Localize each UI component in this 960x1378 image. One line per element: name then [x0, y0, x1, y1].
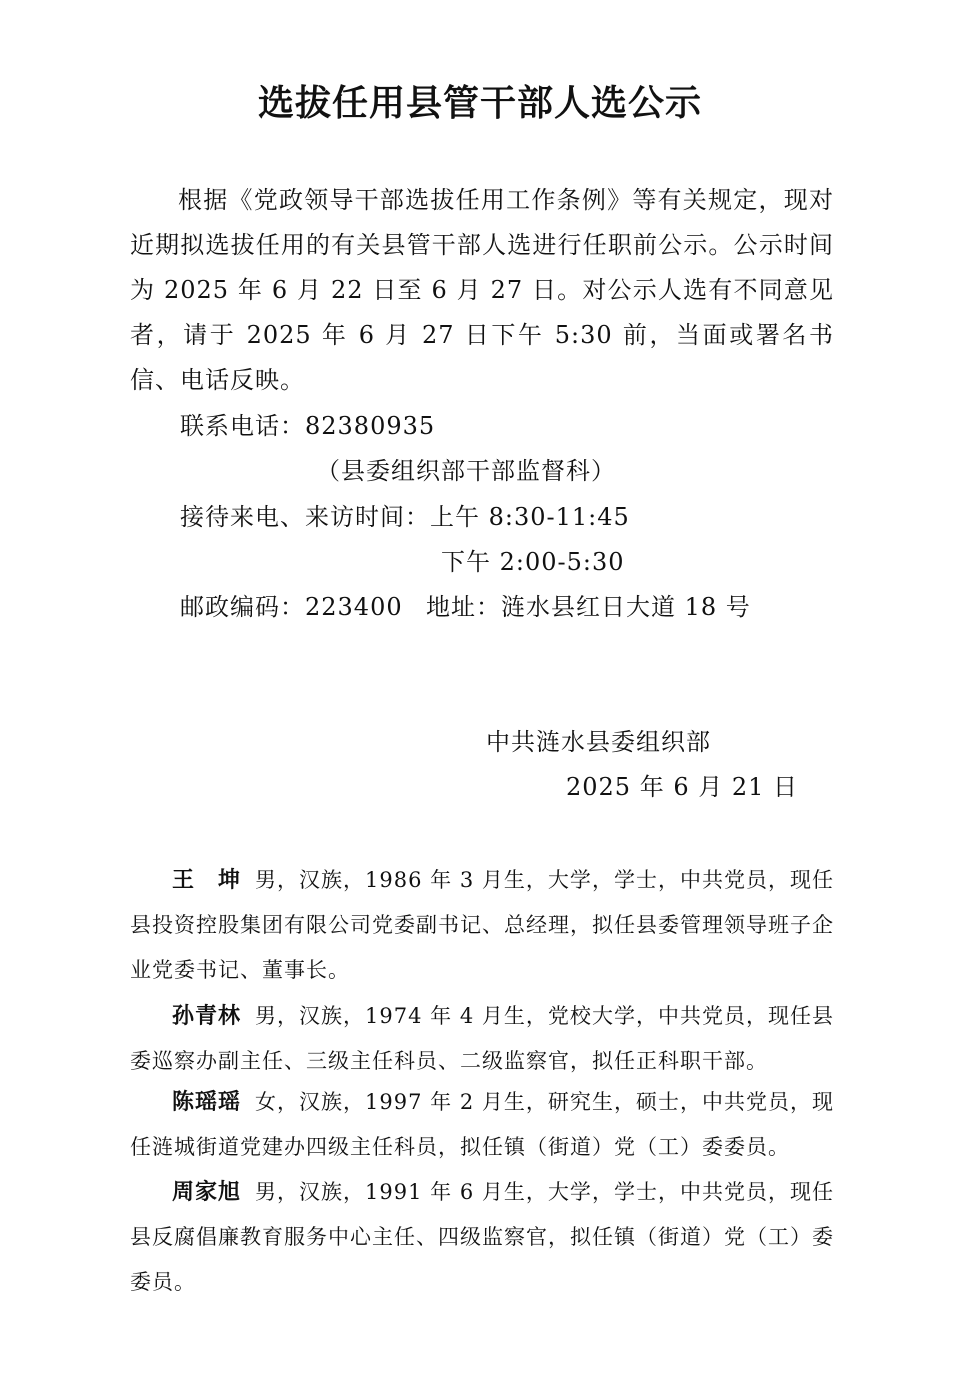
hours-pm: 下午 2:00-5:30: [441, 548, 625, 576]
department-line: （县委组织部干部监督科）: [316, 457, 616, 485]
address-line: [426, 585, 751, 630]
hours-line: [180, 495, 630, 540]
postcode-line: [180, 585, 403, 630]
candidate-bio: 男，汉族，1991 年 6 月生，大学，学士，中共党员，现任县反腐倡廉教育服务中心主任、四级监察官，拟任镇（街道）党（工）委委员。: [130, 1180, 834, 1294]
candidate-entry: [130, 858, 834, 993]
phone-number: 82380935: [305, 412, 436, 440]
candidate-bio: 女，汉族，1997 年 2 月生，研究生，硕士，中共党员，现任涟城街道党建办四级主任科员，拟任镇（街道）党（工）委委员。: [130, 1090, 834, 1159]
candidate-entry: [130, 1170, 834, 1305]
candidate-bio: 男，汉族，1974 年 4 月生，党校大学，中共党员，现任县委巡察办副主任、三级主任科员、二级监察官，拟任正科职干部。: [130, 1004, 834, 1073]
candidate-name: 陈瑶瑶: [172, 1090, 242, 1115]
hours-am: 上午 8:30-11:45: [430, 503, 630, 531]
phone-line: [180, 404, 435, 449]
candidate-name: 孙青林: [172, 1004, 242, 1029]
candidate-name: 王 坤: [172, 868, 242, 893]
candidate-entry: [130, 1080, 834, 1170]
intro-paragraph: 根据《党政领导干部选拔任用工作条例》等有关规定，现对近期拟选拔任用的有关县管干部人选进行任职前公示。公示时间为 2025 年 6 月 22 日至 6 月 27 日。对公示人选有不同意见者，请于 2025 年 6 月 27 日下午 5:30 前，当面或署名书信、电话反映。: [130, 186, 834, 394]
candidate-entry: [130, 994, 834, 1084]
candidate-name: 周家旭: [172, 1180, 242, 1205]
signature-org: 中共涟水县委组织部: [486, 728, 711, 756]
postcode-value: 223400: [305, 593, 403, 621]
address-value: 涟水县红日大道 18 号: [501, 593, 751, 621]
address-label: 地址：: [426, 593, 501, 621]
signature-date: 2025 年 6 月 21 日: [566, 773, 799, 801]
hours-label: 接待来电、来访时间：: [180, 503, 430, 531]
notice-title: 选拔任用县管干部人选公示: [257, 83, 702, 124]
candidate-bio: 男，汉族，1986 年 3 月生，大学，学士，中共党员，现任县投资控股集团有限公司党委副书记、总经理，拟任县委管理领导班子企业党委书记、董事长。: [130, 868, 834, 982]
phone-label: 联系电话：: [180, 412, 305, 440]
postcode-label: 邮政编码：: [180, 593, 305, 621]
